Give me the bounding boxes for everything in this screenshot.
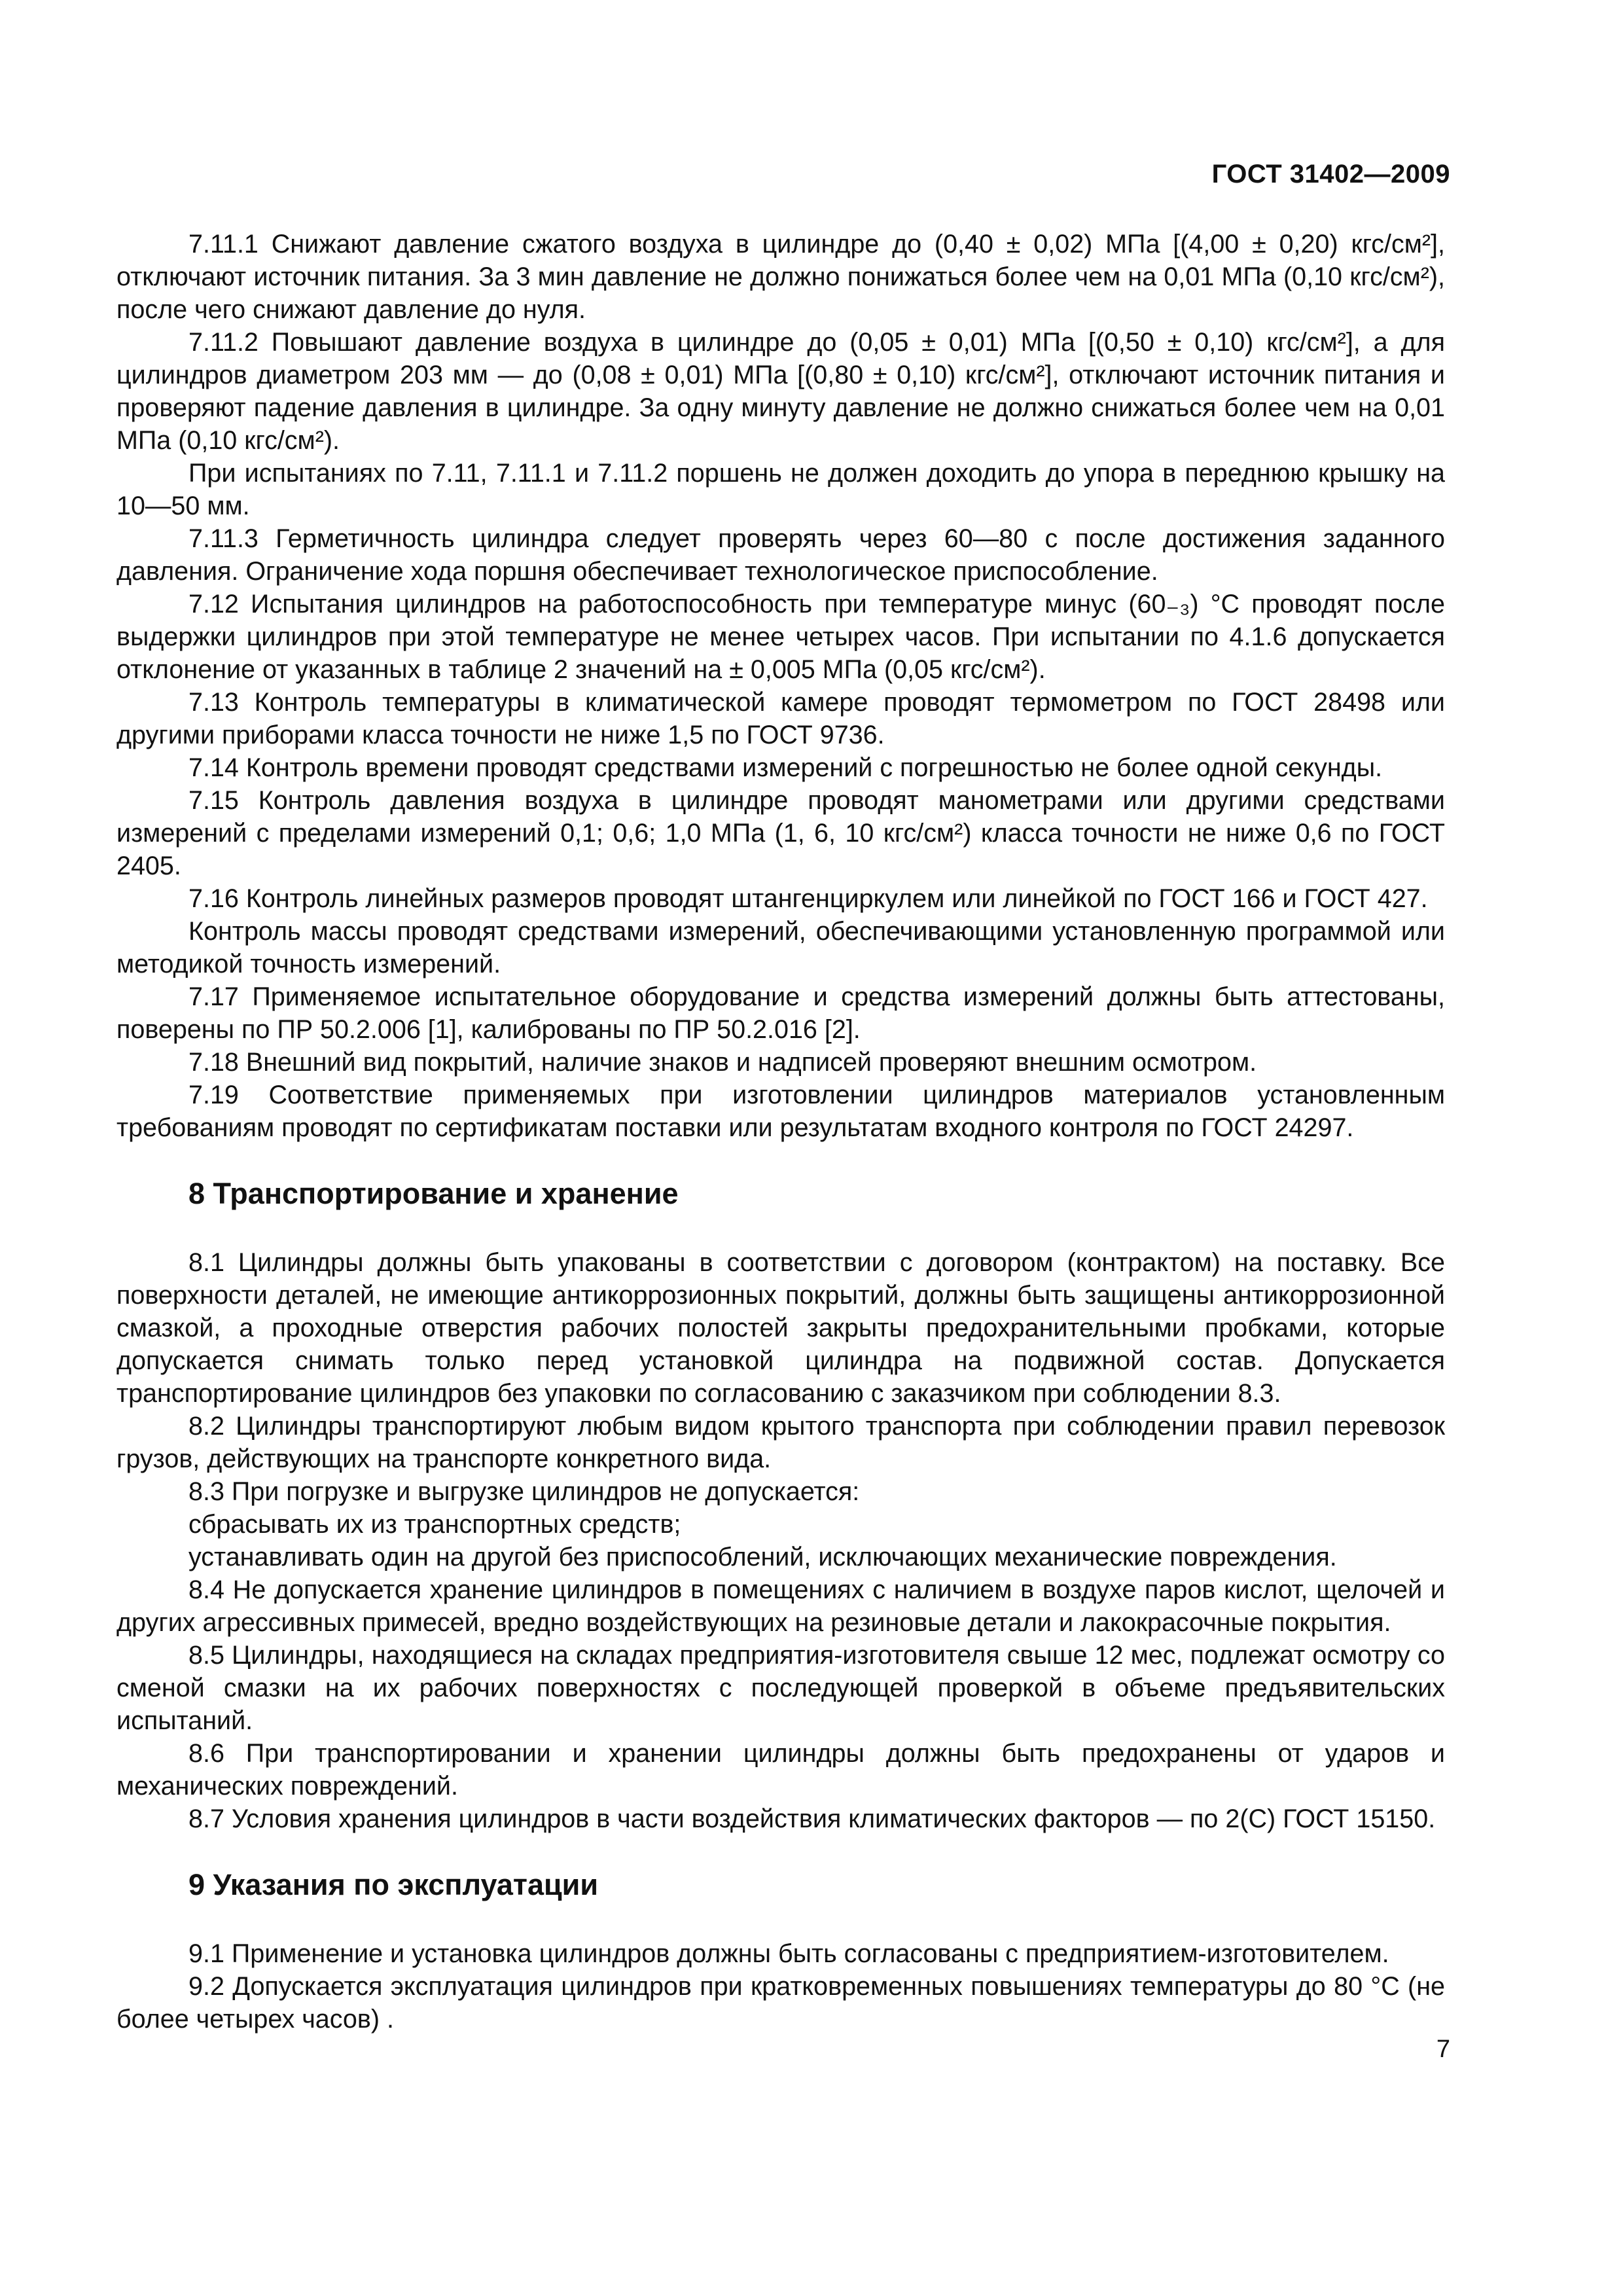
paragraph-7-11-2: 7.11.2 Повышают давление воздуха в цилиндре до (0,05 ± 0,01) МПа [(0,50 ± 0,10) кгс/см²], а для цилиндров диаметром 203 мм — до (0,08 ± 0,01) МПа [(0,80 ± 0,10) кгс/см²], отключают источник питания и проверяют падение давления в цилиндре. За одну минуту давление не должно снижаться более чем на 0,01 МПа (0,10 кгс/см²).: [116, 328, 1445, 455]
paragraph-7-14: 7.14 Контроль времени проводят средствами измерений с погрешностью не более одной секунды.: [188, 753, 1383, 782]
paragraph-piston-note: При испытаниях по 7.11, 7.11.1 и 7.11.2 поршень не должен доходить до упора в переднюю крышку на 10—50 мм.: [116, 459, 1445, 520]
paragraph-8-3-item-1: сбрасывать их из транспортных средств;: [188, 1510, 681, 1539]
paragraph-7-18: 7.18 Внешний вид покрытий, наличие знаков и надписей проверяют внешним осмотром.: [188, 1048, 1257, 1077]
paragraph-7-11-3: 7.11.3 Герметичность цилиндра следует проверять через 60—80 с после достижения заданного давления. Ограничение хода поршня обеспечивает технологическое приспособление.: [116, 524, 1445, 586]
paragraph-7-17: 7.17 Применяемое испытательное оборудование и средства измерений должны быть аттестованы, поверены по ПР 50.2.006 [1], калиброваны по ПР 50.2.016 [2].: [116, 982, 1445, 1044]
paragraph-8-5: 8.5 Цилиндры, находящиеся на складах предприятия-изготовителя свыше 12 мес, подлежат осмотру со сменой смазки на их рабочих поверхностях с последующей проверкой в объеме предъявительских испытаний.: [116, 1641, 1445, 1735]
paragraph-8-3-item-2: устанавливать один на другой без приспособлений, исключающих механические повреждения.: [188, 1543, 1337, 1571]
paragraph-mass-control: Контроль массы проводят средствами измерений, обеспечивающими установленную программой или методикой точность измерений.: [116, 917, 1445, 978]
document-body: [116, 228, 1445, 2036]
paragraph-8-1: 8.1 Цилиндры должны быть упакованы в соответствии с договором (контрактом) на поставку. Все поверхности деталей, не имеющие антикоррозионных покрытий, должны быть защищены антикоррозионной смазкой, а проходные отверстия рабочих полостей закрыты предохранительными пробками, которые допускается снимать только перед установкой цилиндра на подвижной состав. Допускается транспортирование цилиндров без упаковки по согласованию с заказчиком при соблюдении 8.3.: [116, 1248, 1445, 1408]
paragraph-8-6: 8.6 При транспортировании и хранении цилиндры должны быть предохранены от ударов и механических повреждений.: [116, 1739, 1445, 1801]
paragraph-7-13: 7.13 Контроль температуры в климатической камере проводят термометром по ГОСТ 28498 или другими приборами класса точности не ниже 1,5 по ГОСТ 9736.: [116, 688, 1445, 749]
section-9-heading: 9 Указания по эксплуатации: [188, 1868, 598, 1901]
paragraph-8-3: 8.3 При погрузке и выгрузке цилиндров не допускается:: [188, 1477, 860, 1506]
paragraph-7-12: 7.12 Испытания цилиндров на работоспособность при температуре минус (60₋₃) °С проводят после выдержки цилиндров при этой температуре не менее четырех часов. При испытании по 4.1.6 допускается отклонение от указанных в таблице 2 значений на ± 0,005 МПа (0,05 кгс/см²).: [116, 590, 1445, 684]
paragraph-7-11-1: 7.11.1 Снижают давление сжатого воздуха в цилиндре до (0,40 ± 0,02) МПа [(4,00 ± 0,20) кгс/см²], отключают источник питания. За 3 мин давление не должно понижаться более чем на 0,01 МПа (0,10 кгс/см²), после чего снижают давление до нуля.: [116, 230, 1445, 324]
paragraph-7-15: 7.15 Контроль давления воздуха в цилиндре проводят манометрами или другими средствами измерений с пределами измерений 0,1; 0,6; 1,0 МПа (1, 6, 10 кгс/см²) класса точности не ниже 0,6 по ГОСТ 2405.: [116, 786, 1445, 880]
paragraph-8-4: 8.4 Не допускается хранение цилиндров в помещениях с наличием в воздухе паров кислот, щелочей и других агрессивных примесей, вредно воздействующих на резиновые детали и лакокрасочные покрытия.: [116, 1575, 1445, 1637]
paragraph-8-2: 8.2 Цилиндры транспортируют любым видом крытого транспорта при соблюдении правил перевозок грузов, действующих на транспорте конкретного вида.: [116, 1412, 1445, 1473]
document-code: ГОСТ 31402—2009: [1211, 160, 1450, 188]
paragraph-7-16: 7.16 Контроль линейных размеров проводят штангенциркулем или линейкой по ГОСТ 166 и ГОСТ 427.: [188, 884, 1428, 913]
paragraph-7-19: 7.19 Соответствие применяемых при изготовлении цилиндров материалов установленным требованиям проводят по сертификатам поставки или результатам входного контроля по ГОСТ 24297.: [116, 1081, 1445, 1142]
paragraph-9-2: 9.2 Допускается эксплуатация цилиндров при кратковременных повышениях температуры до 80 °С (не более четырех часов) .: [116, 1972, 1445, 2034]
page-number: 7: [1436, 2036, 1450, 2063]
section-8-heading: 8 Транспортирование и хранение: [188, 1177, 679, 1210]
paragraph-8-7: 8.7 Условия хранения цилиндров в части воздействия климатических факторов — по 2(С) ГОСТ 15150.: [188, 1804, 1436, 1833]
paragraph-9-1: 9.1 Применение и установка цилиндров должны быть согласованы с предприятием-изготовителем.: [188, 1939, 1389, 1968]
